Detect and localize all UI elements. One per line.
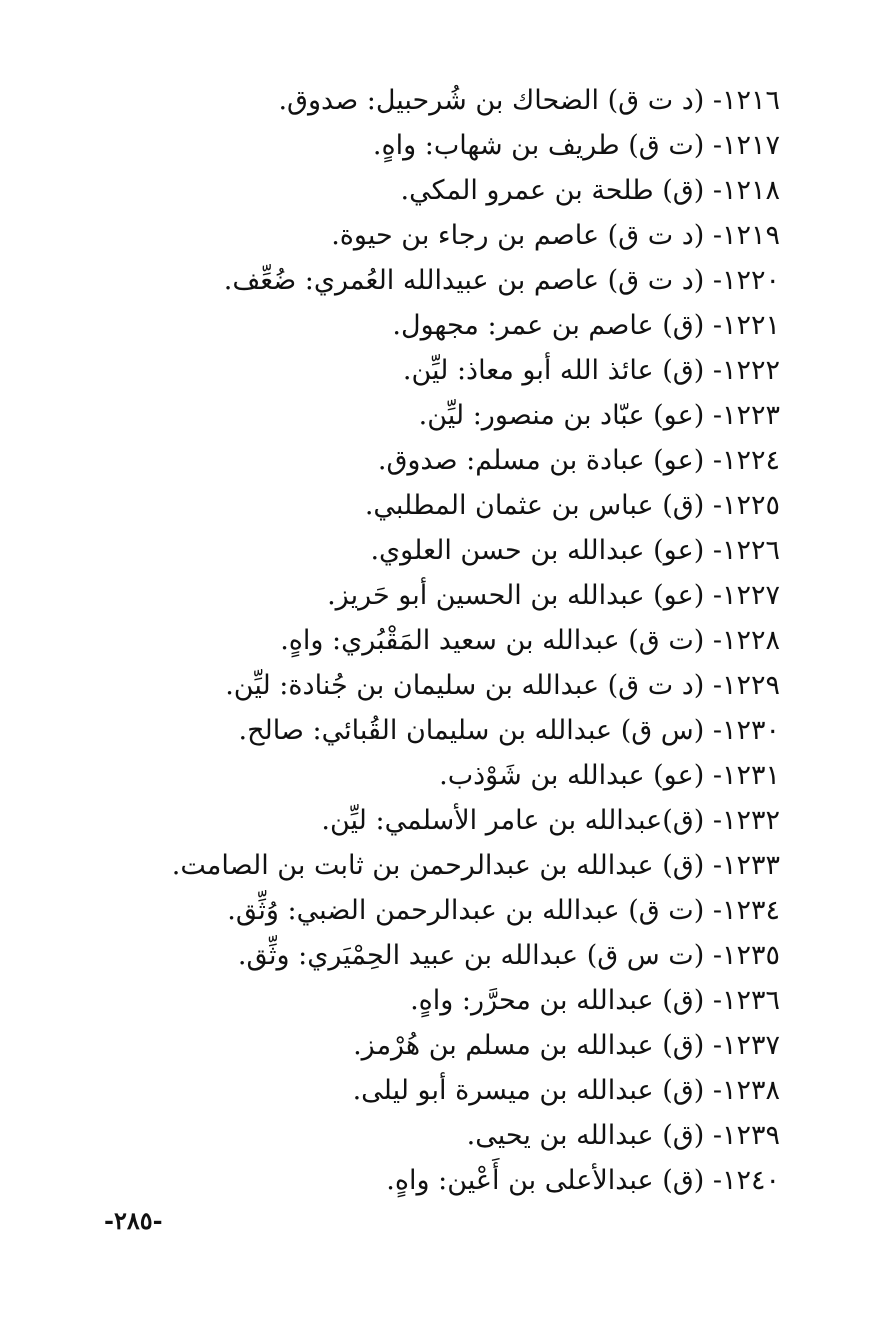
entry-text: (عو) عبدالله بن شَوْذب. [439,760,705,791]
entry-text: (ق) عبدالله بن يحيى. [466,1120,705,1151]
entry-1219 [80,213,780,258]
entry-1237 [80,1023,780,1068]
entry-number: ١٢٣٨- [712,1075,780,1106]
entry-1217 [80,123,780,168]
entry-text: (عو) عبّاد بن منصور: ليِّن. [418,400,705,431]
entry-text: (ق) عبدالله بن عبدالرحمن بن ثابت بن الصامت. [171,850,705,881]
entry-text: (ق) طلحة بن عمرو المكي. [400,175,705,206]
entry-1236 [80,978,780,1023]
entry-1233 [80,843,780,888]
entry-text: (د ت ق) عاصم بن عبيدالله العُمري: ضُعِّف. [223,265,705,296]
entry-1231 [80,753,780,798]
entry-number: ١٢٢٧- [712,580,780,611]
entry-1221 [80,303,780,348]
entry-number: ١٢١٦- [712,85,780,116]
entry-text: (ق) عبدالأعلى بن أَعْين: واهٍ. [386,1165,705,1196]
entry-number: ١٢٢٦- [712,535,780,566]
entry-number: ١٢٢٥- [712,490,780,521]
entry-1232 [80,798,780,843]
entry-number: ١٢٣٧- [712,1030,780,1061]
entry-number: ١٢٢٤- [712,445,780,476]
entry-1238 [80,1068,780,1113]
entry-text: (عو) عبدالله بن حسن العلوي. [370,535,705,566]
entry-text: (عو) عبدالله بن الحسين أبو حَريز. [327,580,705,611]
entry-number: ١٢٣٣- [712,850,780,881]
entry-text: (د ت ق) الضحاك بن شُرحبيل: صدوق. [278,85,705,116]
entry-text: (ق) عباس بن عثمان المطلبي. [364,490,705,521]
entry-text: (ت س ق) عبدالله بن عبيد الحِمْيَري: وثِّق. [237,940,705,971]
entry-number: ١٢٢٢- [712,355,780,386]
entry-1224 [80,438,780,483]
entry-1228 [80,618,780,663]
entry-text: (ت ق) طريف بن شهاب: واهٍ. [372,130,705,161]
entry-1220 [80,258,780,303]
entry-text: (ق) عاصم بن عمر: مجهول. [392,310,705,341]
entry-1230 [80,708,780,753]
entry-1239 [80,1113,780,1158]
entry-number: ١٢٤٠- [712,1165,780,1196]
entry-text: (ت ق) عبدالله بن عبدالرحمن الضبي: وُثِّق. [227,895,705,926]
entry-text: (ق) عبدالله بن ميسرة أبو ليلى. [352,1075,705,1106]
entry-text: (ق)عبدالله بن عامر الأسلمي: ليِّن. [321,805,705,836]
entry-text: (س ق) عبدالله بن سليمان القُبائي: صالح. [238,715,705,746]
entry-1226 [80,528,780,573]
entry-list [80,78,780,1203]
entry-number: ١٢٣٤- [712,895,780,926]
entry-number: ١٢٢٩- [712,670,780,701]
entry-number: ١٢١٩- [712,220,780,251]
entry-text: (د ت ق) عبدالله بن سليمان بن جُنادة: ليِّن. [225,670,705,701]
entry-text: (د ت ق) عاصم بن رجاء بن حيوة. [331,220,705,251]
entry-number: ١٢٢٠- [712,265,780,296]
entry-number: ١٢٣١- [712,760,780,791]
entry-number: ١٢٢٨- [712,625,780,656]
entry-number: ١٢٣٢- [712,805,780,836]
entry-1218 [80,168,780,213]
entry-text: (ق) عبدالله بن محرَّر: واهٍ. [410,985,705,1016]
entry-number: ١٢٣٠- [712,715,780,746]
entry-1235 [80,933,780,978]
entry-1229 [80,663,780,708]
entry-text: (ق) عبدالله بن مسلم بن هُرْمز. [353,1030,705,1061]
entry-text: (عو) عبادة بن مسلم: صدوق. [377,445,705,476]
entry-text: (ت ق) عبدالله بن سعيد المَقْبُري: واهٍ. [280,625,705,656]
entry-number: ١٢٢٣- [712,400,780,431]
entry-1216 [80,78,780,123]
entry-number: ١٢٣٦- [712,985,780,1016]
entry-1222 [80,348,780,393]
entry-text: (ق) عائذ الله أبو معاذ: ليِّن. [402,355,705,386]
entry-1240 [80,1158,780,1203]
entry-number: ١٢٣٥- [712,940,780,971]
entry-number: ١٢٣٩- [712,1120,780,1151]
entry-1225 [80,483,780,528]
page-number: -٢٨٥- [104,1206,163,1235]
entry-1234 [80,888,780,933]
entry-number: ١٢٢١- [712,310,780,341]
entry-1227 [80,573,780,618]
entry-number: ١٢١٧- [712,130,780,161]
entry-number: ١٢١٨- [712,175,780,206]
entry-1223 [80,393,780,438]
